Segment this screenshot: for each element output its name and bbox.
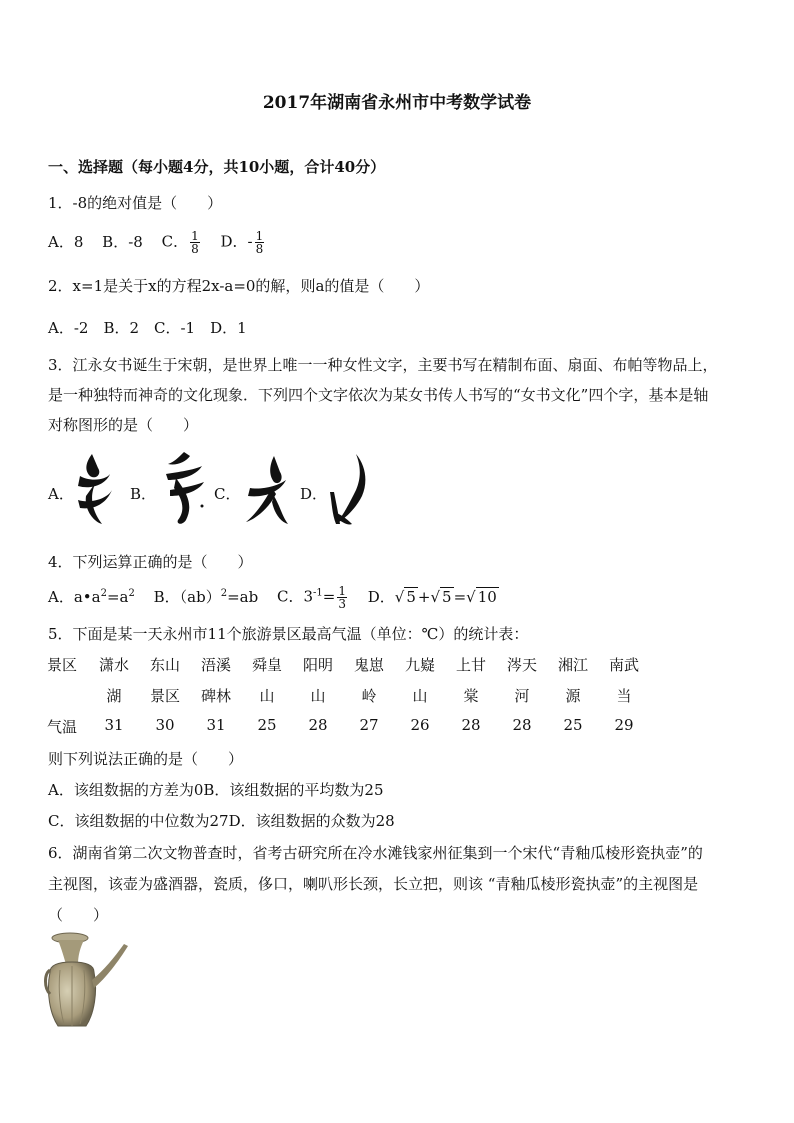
table-cell: 景区 — [149, 687, 180, 705]
table-cell: 浯溪 — [200, 656, 231, 674]
equals-sign: = — [453, 587, 467, 606]
table-cell: 棠 — [463, 687, 479, 705]
table-cell: 碑林 — [200, 687, 231, 705]
denominator: 8 — [255, 242, 264, 256]
q6-line-2: 主视图，该壶为盛酒器，瓷质，侈口，喇叭形长颈，长立把，则该 “青釉瓜棱形瓷执壶”的主视图是 — [48, 875, 699, 893]
q1-option-b: B．-8 — [102, 232, 143, 251]
q4-option-b-eq: =ab — [227, 587, 259, 606]
table-cell: 源 — [565, 687, 581, 705]
table-cell: 河 — [514, 687, 530, 705]
nushu-character-b-image — [158, 448, 210, 530]
table-cell: 湘江 — [557, 656, 588, 674]
q6-line-1: 6．湖南省第二次文物普查时，省考古研究所在冷水滩钱家州征集到一个宋代“青釉瓜棱形瓷执壶”的 — [48, 844, 703, 862]
q4-option-c-eq: = — [322, 587, 336, 606]
denominator: 8 — [191, 242, 199, 256]
table-cell: 九嶷 — [404, 656, 435, 674]
table-cell: 28 — [461, 716, 481, 734]
q5-options-ab: A．该组数据的方差为0B．该组数据的平均数为25 — [48, 781, 384, 799]
table-cell: 28 — [512, 716, 532, 734]
radicand: 5 — [406, 587, 416, 606]
q3-label-c: C． — [214, 485, 241, 503]
plus-sign: + — [417, 587, 431, 606]
q4-option-c-text: C．3 — [276, 587, 314, 606]
table-cell: 25 — [257, 716, 277, 734]
q4-option-a-eq: =a — [106, 587, 129, 606]
table-cell: 景区 — [46, 656, 77, 674]
radicand: 10 — [477, 587, 497, 606]
table-cell: 28 — [308, 716, 328, 734]
q5-stem: 5．下面是某一天永州市11个旅游景区最高气温（单位：℃）的统计表： — [48, 625, 529, 643]
table-cell: 29 — [614, 716, 634, 734]
fraction — [255, 230, 265, 255]
table-cell: 潇水 — [98, 656, 129, 674]
q6-line-3: （ ） — [48, 906, 109, 924]
q1-option-c-label: C． — [161, 232, 189, 251]
q3-label-d: D． — [300, 485, 328, 503]
q3-line-2: 是一种独特而神奇的文化现象．下列四个文字依次为某女书传人书写的“女书文化”四个字，基本是轴 — [48, 386, 709, 404]
q5-options-cd: C．该组数据的中位数为27D．该组数据的众数为28 — [48, 812, 395, 830]
table-cell: 上甘 — [455, 656, 486, 674]
q4-option-d: D．√ 5 +√ 5 =√ 10 — [367, 587, 497, 606]
numerator: 1 — [338, 584, 346, 598]
table-cell: 31 — [206, 716, 226, 734]
table-cell: 湖 — [106, 687, 122, 705]
denominator: 3 — [338, 597, 346, 611]
q3-line-1: 3．江永女书诞生于宋朝，是世界上唯一一种女性文字，主要书写在精制布面、扇面、布帕等物品上， — [48, 356, 718, 374]
table-cell: 山 — [412, 687, 428, 705]
table-cell: 岭 — [361, 687, 377, 705]
table-cell: 27 — [359, 716, 379, 734]
exponent: 2 — [100, 587, 107, 599]
table-cell: 涔天 — [506, 656, 537, 674]
q4-option-a-text: A．a•a — [48, 587, 101, 606]
q4-options — [48, 585, 513, 610]
q4-option-b-text: B．（ab） — [153, 587, 221, 606]
table-cell: 25 — [563, 716, 583, 734]
table-cell: 30 — [155, 716, 175, 734]
q2-stem: 2．x=1是关于x的方程2x-a=0的解，则a的值是（ ） — [48, 277, 430, 295]
table-cell: 当 — [616, 687, 632, 705]
nushu-character-a-image — [72, 450, 114, 530]
q5-prompt: 则下列说法正确的是（ ） — [48, 750, 244, 768]
q2-options: A．-2 B．2 C．-1 D．1 — [48, 319, 247, 337]
q4-stem: 4．下列运算正确的是（ ） — [48, 553, 253, 571]
table-cell: 鬼崽 — [353, 656, 384, 674]
table-cell: 31 — [104, 716, 124, 734]
q3-label-a: A． — [48, 485, 74, 503]
q1-options — [48, 230, 280, 255]
table-cell: 南武 — [608, 656, 639, 674]
radicand: 5 — [442, 587, 452, 606]
table-cell: 舜皇 — [251, 656, 282, 674]
fraction — [190, 230, 200, 255]
q3-line-3: 对称图形的是（ ） — [48, 416, 199, 434]
table-cell: 26 — [410, 716, 430, 734]
ewer-photo — [44, 930, 130, 1030]
section-heading: 一、选择题（每小题4分，共10小题，合计40分） — [48, 158, 386, 176]
q1-stem: 1．-8的绝对值是（ ） — [48, 194, 223, 212]
table-cell: 气温 — [46, 718, 77, 736]
q4-option-b — [154, 586, 259, 607]
temperature-table — [36, 654, 696, 744]
q4-option-c — [277, 585, 349, 610]
q1-option-c — [162, 230, 202, 255]
table-cell: 山 — [259, 687, 275, 705]
exponent: 2 — [220, 587, 228, 599]
page-title: 2017年湖南省永州市中考数学试卷 — [262, 93, 532, 113]
table-cell: 山 — [310, 687, 326, 705]
q1-option-a: A．8 — [48, 232, 84, 251]
nushu-character-c-image — [244, 452, 292, 530]
exponent: 2 — [128, 587, 135, 599]
table-cell: 东山 — [149, 656, 180, 674]
table-cell: 阳明 — [302, 656, 333, 674]
nushu-character-d-image — [322, 452, 368, 528]
q4-option-d-label: D． — [367, 587, 395, 606]
numerator: 1 — [255, 229, 264, 243]
q1-option-d-label: D．- — [220, 232, 253, 251]
exponent: -1 — [313, 587, 323, 599]
q4-option-a — [48, 586, 135, 607]
fraction — [337, 585, 347, 610]
numerator: 1 — [191, 229, 199, 243]
q3-label-b: B． — [130, 485, 157, 503]
q1-option-d — [221, 230, 267, 255]
